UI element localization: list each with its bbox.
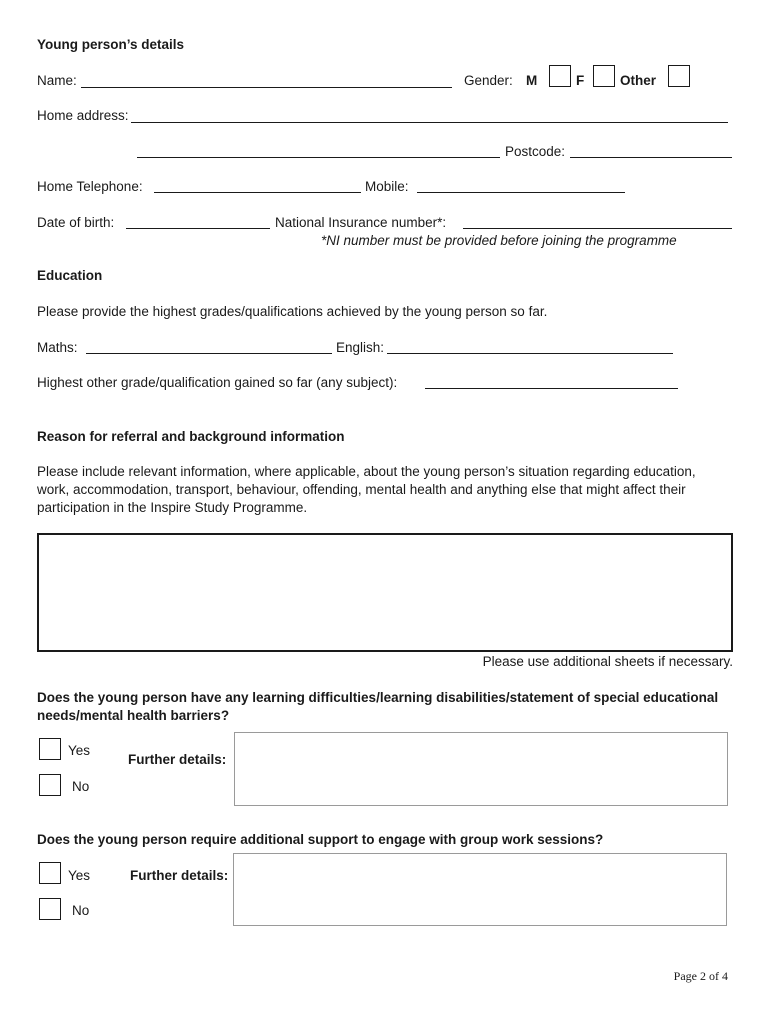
question-2-text: Does the young person require additional support to engage with group work sessions? (37, 832, 604, 847)
home-address-field[interactable] (131, 122, 728, 123)
q1-no-checkbox[interactable] (39, 774, 61, 796)
gender-f-checkbox[interactable] (593, 65, 615, 87)
home-address-label: Home address: (37, 108, 129, 123)
gender-other-label: Other (620, 73, 657, 88)
q2-yes-label: Yes (68, 868, 91, 883)
ni-number-label: National Insurance number*: (275, 215, 447, 230)
gender-label: Gender: (464, 73, 513, 88)
mobile-label: Mobile: (365, 179, 409, 194)
ni-note: *NI number must be provided before joining the programme (321, 233, 677, 248)
referral-intro: Please include relevant information, where applicable, about the young person’s situation regarding education, work, accommodation, transport, behaviour, offending, mental health and anything else that might affect their participation in the Inspire Study Programme. (37, 464, 696, 515)
gender-other-checkbox[interactable] (668, 65, 690, 87)
postcode-field[interactable] (570, 157, 732, 158)
ni-number-field[interactable] (463, 228, 732, 229)
section-heading-education: Education (37, 268, 103, 283)
postcode-label: Postcode: (505, 144, 566, 159)
q2-no-label: No (72, 903, 90, 918)
home-telephone-field[interactable] (154, 192, 361, 193)
q1-further-details-label: Further details: (128, 752, 227, 767)
name-field[interactable] (81, 87, 452, 88)
q1-yes-label: Yes (68, 743, 91, 758)
q2-further-details-label: Further details: (130, 868, 229, 883)
date-of-birth-label: Date of birth: (37, 215, 115, 230)
date-of-birth-field[interactable] (126, 228, 270, 229)
gender-f-label: F (576, 73, 585, 88)
referral-textarea[interactable] (37, 533, 733, 652)
maths-label: Maths: (37, 340, 78, 355)
address-line2-field[interactable] (137, 157, 500, 158)
english-field[interactable] (387, 353, 673, 354)
english-label: English: (336, 340, 385, 355)
other-qualification-field[interactable] (425, 388, 678, 389)
q1-yes-checkbox[interactable] (39, 738, 61, 760)
section-heading-details: Young person’s details (37, 37, 185, 52)
gender-m-checkbox[interactable] (549, 65, 571, 87)
q2-yes-checkbox[interactable] (39, 862, 61, 884)
additional-sheets-note: Please use additional sheets if necessary. (482, 654, 733, 669)
mobile-field[interactable] (417, 192, 625, 193)
section-heading-referral: Reason for referral and background information (37, 429, 345, 444)
name-label: Name: (37, 73, 77, 88)
maths-field[interactable] (86, 353, 332, 354)
q2-further-details-field[interactable] (233, 853, 727, 926)
other-qualification-label: Highest other grade/qualification gained so far (any subject): (37, 375, 398, 390)
page-number: Page 2 of 4 (673, 969, 728, 983)
education-intro: Please provide the highest grades/qualifications achieved by the young person so far. (37, 304, 548, 319)
gender-m-label: M (526, 73, 538, 88)
q1-no-label: No (72, 779, 90, 794)
home-telephone-label: Home Telephone: (37, 179, 143, 194)
q1-further-details-field[interactable] (234, 732, 728, 806)
q2-no-checkbox[interactable] (39, 898, 61, 920)
question-1-text: Does the young person have any learning difficulties/learning disabilities/statement of special educational needs/mental health barriers? (37, 690, 719, 723)
